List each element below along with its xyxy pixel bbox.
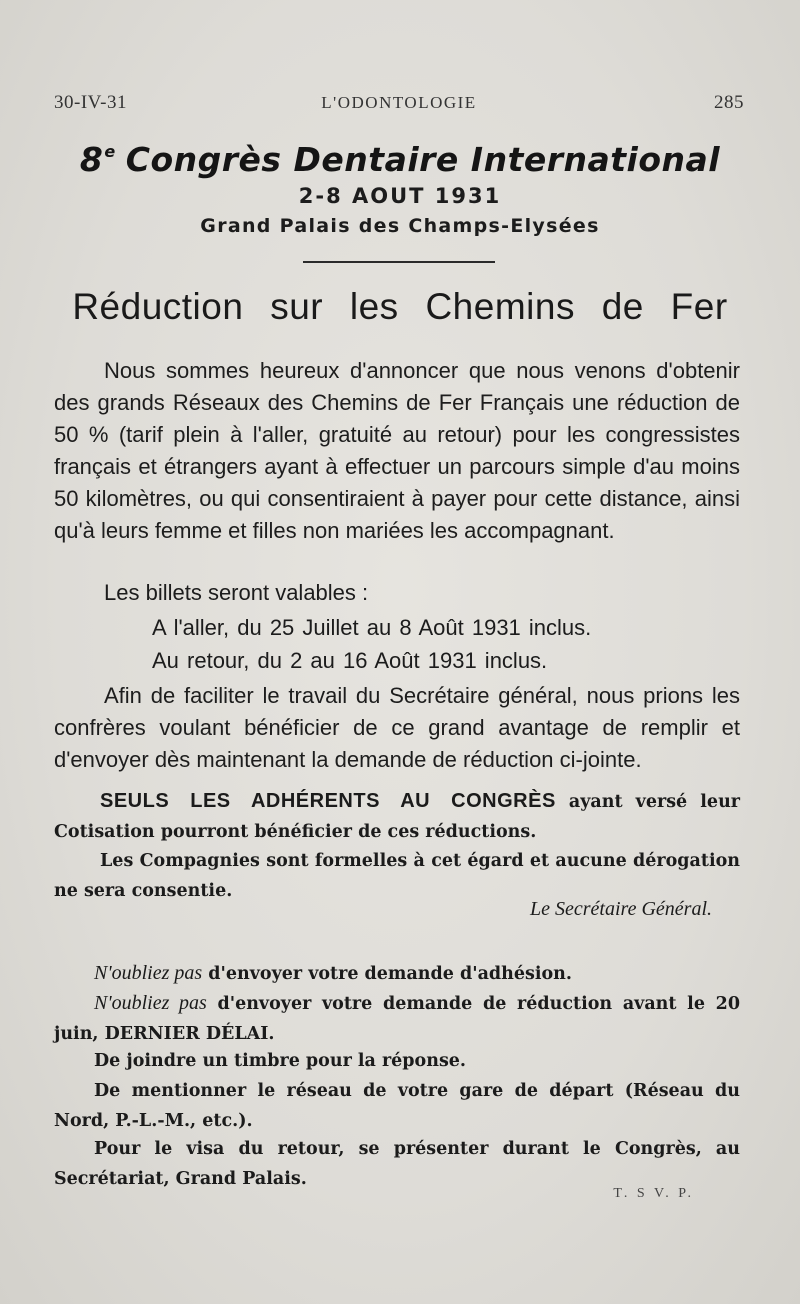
reminder-oubliez: N'oubliez pas bbox=[94, 992, 207, 1014]
congress-title bbox=[0, 140, 800, 179]
reminder-text: d'envoyer votre demande d'adhésion. bbox=[208, 964, 572, 984]
congress-ordinal-sup: e bbox=[104, 142, 116, 161]
members-notice-rest: ayant versé leur Cotisation pourront bénéficier de ces réductions. bbox=[54, 792, 741, 842]
paragraph-instructions: Afin de faciliter le travail du Secrétaire général, nous prions les confrères voulant bénéficier de ce grand avantage de remplir et d'envoyer dès maintenant la demande de réduction ci-jointe. bbox=[54, 683, 740, 772]
validity-aller: A l'aller, du 25 Juillet au 8 Août 1931 inclus. bbox=[152, 615, 592, 640]
reminder-adhesion bbox=[54, 958, 740, 989]
running-head-journal: L'ODONTOLOGIE bbox=[321, 93, 477, 112]
paragraph-announcement: Nous sommes heureux d'annoncer que nous venons d'obtenir des grands Réseaux des Chemins de Fer Français une réduction de 50 % (tarif plein à l'aller, gratuité au retour) pour les congressistes français et étrangers ayant à effectuer un parcours simple d'au moins 50 kilomètres, ou qui consentiraient à payer pour cette distance, ainsi qu'à leurs femme et filles non mariées les accompagnant. bbox=[54, 358, 740, 543]
tsvp-mark: T. S V. P. bbox=[613, 1186, 694, 1201]
members-notice-caps: SEULS LES ADHÉRENTS AU CONGRÈS bbox=[100, 790, 556, 812]
divider-rule bbox=[303, 261, 495, 263]
reminder-oubliez: N'oubliez pas bbox=[94, 962, 203, 984]
congress-ordinal: 8 bbox=[79, 140, 104, 179]
validity-retour: Au retour, du 2 au 16 Août 1931 inclus. bbox=[152, 648, 548, 673]
signature: Le Secrétaire Général. bbox=[530, 898, 712, 920]
members-notice bbox=[54, 786, 740, 847]
page-number: 285 bbox=[714, 92, 744, 113]
reminder-text: d'envoyer votre demande de réduction avant le 20 juin, DERNIER DÉLAI. bbox=[54, 994, 740, 1044]
reminder-reseau: De mentionner le réseau de votre gare de départ (Réseau du Nord, P.-L.-M., etc.). bbox=[54, 1081, 740, 1131]
section-heading: Réduction sur les Chemins de Fer bbox=[72, 286, 728, 327]
companies-notice: Les Compagnies sont formelles à cet égard et aucune dérogation ne sera consentie. bbox=[54, 851, 740, 901]
congress-venue: Grand Palais des Champs-Elysées bbox=[200, 215, 600, 237]
billets-intro: Les billets seront valables : bbox=[104, 580, 369, 605]
congress-name: Congrès Dentaire International bbox=[125, 140, 721, 179]
running-head bbox=[54, 92, 744, 118]
reminder-visa: Pour le visa du retour, se présenter durant le Congrès, au Secrétariat, Grand Palais. bbox=[54, 1139, 740, 1189]
running-head-date: 30-IV-31 bbox=[54, 92, 127, 113]
reminder-timbre: De joindre un timbre pour la réponse. bbox=[94, 1051, 467, 1071]
reminder-reduction bbox=[54, 988, 740, 1049]
congress-dates: 2-8 AOUT 1931 bbox=[298, 184, 502, 208]
